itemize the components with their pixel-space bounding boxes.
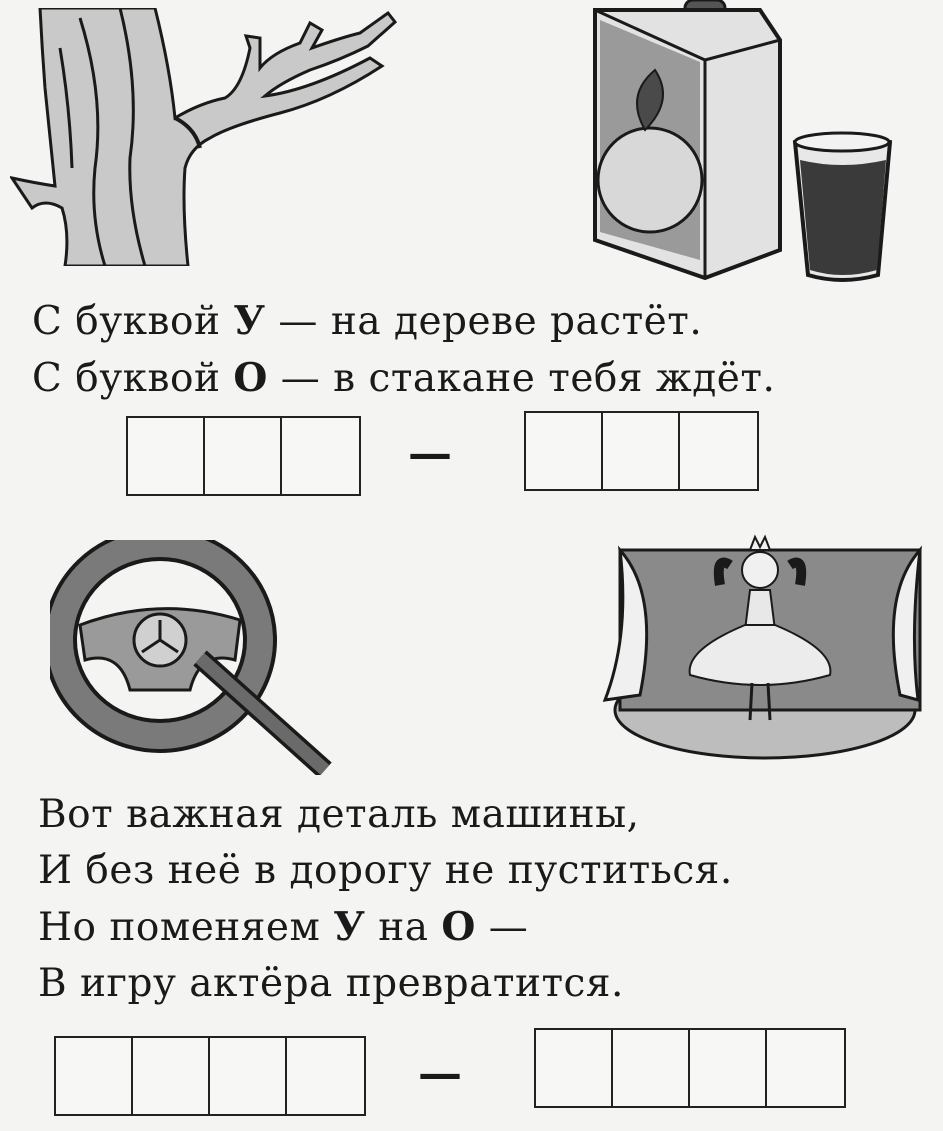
riddle-2-line-2: И без неё в дорогу не пуститься. xyxy=(38,848,733,893)
letter-cell[interactable] xyxy=(128,418,205,494)
letter-cell[interactable] xyxy=(603,413,680,489)
letter-cell[interactable] xyxy=(56,1038,133,1114)
riddle-1-text xyxy=(32,293,775,407)
riddle-2-line-3: Но поменяем У на О — xyxy=(38,904,529,950)
letter-cell[interactable] xyxy=(210,1038,287,1114)
riddle-2-line-4: В игру актёра превратится. xyxy=(38,961,624,1006)
letter-cell[interactable] xyxy=(133,1038,210,1114)
answer-cells-left-2[interactable] xyxy=(54,1036,366,1116)
riddle-1-line-1: С буквой У — на дереве растёт. xyxy=(32,298,703,344)
dash-2: — xyxy=(418,1048,462,1099)
glass-of-juice-icon xyxy=(790,130,895,285)
letter-cell[interactable] xyxy=(690,1030,767,1106)
letter-cell[interactable] xyxy=(287,1038,364,1114)
letter-cell[interactable] xyxy=(680,413,757,489)
theater-stage-icon xyxy=(600,515,925,765)
steering-wheel-icon xyxy=(50,540,340,775)
letter-o: О xyxy=(441,904,476,950)
riddle-2-text xyxy=(38,787,733,1012)
riddle-2-line-1: Вот важная деталь машины, xyxy=(38,792,640,837)
letter-cell[interactable] xyxy=(205,418,282,494)
riddle-1-line-2: С буквой О — в стакане тебя ждёт. xyxy=(32,355,776,401)
answer-cells-left-1[interactable] xyxy=(126,416,361,496)
tree-branch-icon xyxy=(10,8,400,266)
answer-cells-right-1[interactable] xyxy=(524,411,759,491)
letter-cell[interactable] xyxy=(613,1030,690,1106)
letter-cell[interactable] xyxy=(282,418,359,494)
dash-1: — xyxy=(408,428,452,479)
letter-cell[interactable] xyxy=(526,413,603,489)
letter-u: У xyxy=(233,298,266,344)
letter-cell[interactable] xyxy=(536,1030,613,1106)
letter-cell[interactable] xyxy=(767,1030,844,1106)
juice-carton-icon xyxy=(585,0,785,280)
letter-o: О xyxy=(233,355,268,401)
letter-u: У xyxy=(333,904,366,950)
answer-cells-right-2[interactable] xyxy=(534,1028,846,1108)
